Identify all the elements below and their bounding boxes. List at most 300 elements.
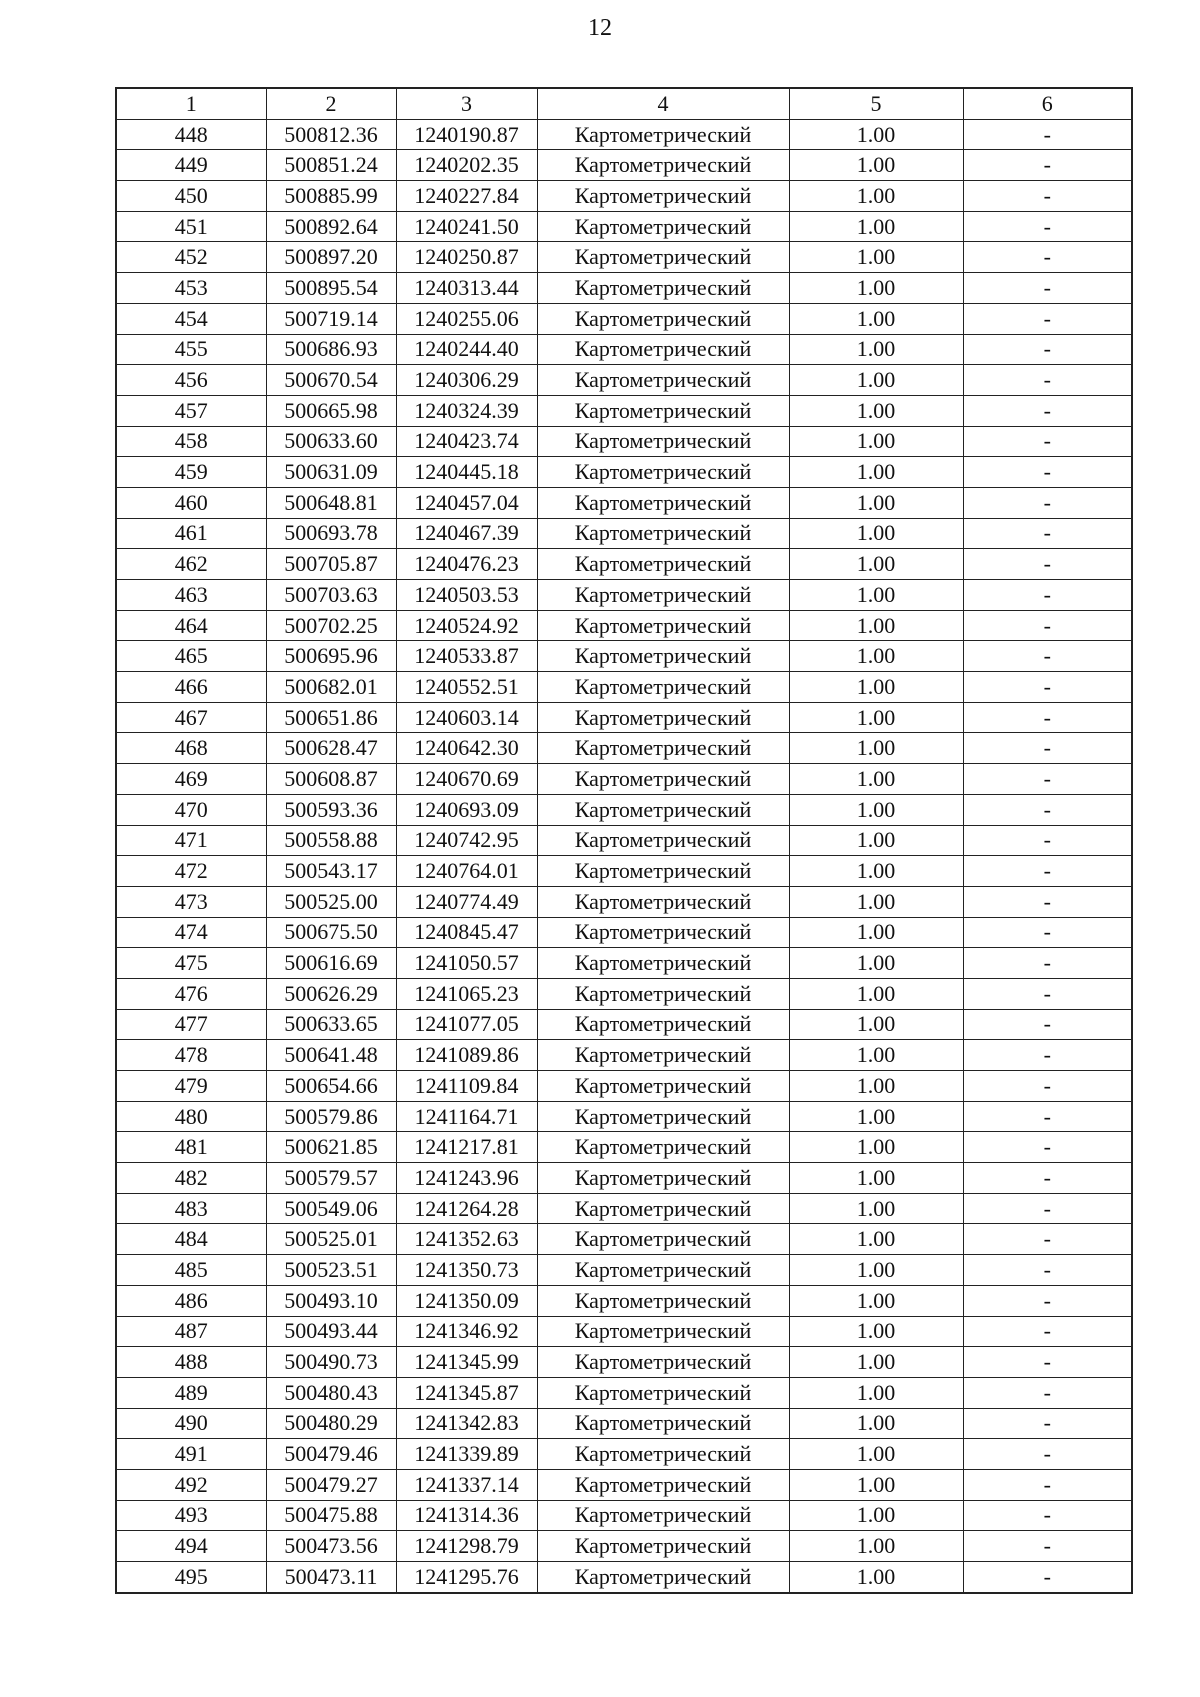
point-number-cell: 474 [116, 917, 266, 948]
note-cell: - [963, 303, 1132, 334]
note-cell: - [963, 702, 1132, 733]
method-cell: Картометрический [537, 1071, 789, 1102]
method-cell: Картометрический [537, 181, 789, 212]
y-coordinate-cell: 1240524.92 [396, 610, 537, 641]
point-number-cell: 479 [116, 1071, 266, 1102]
y-coordinate-cell: 1240467.39 [396, 518, 537, 549]
method-cell: Картометрический [537, 242, 789, 273]
table-row [116, 580, 1132, 611]
x-coordinate-cell: 500705.87 [266, 549, 396, 580]
accuracy-cell: 1.00 [789, 487, 963, 518]
point-number-cell: 460 [116, 487, 266, 518]
y-coordinate-cell: 1241337.14 [396, 1469, 537, 1500]
x-coordinate-cell: 500633.60 [266, 426, 396, 457]
method-cell: Картометрический [537, 886, 789, 917]
accuracy-cell: 1.00 [789, 273, 963, 304]
y-coordinate-cell: 1240457.04 [396, 487, 537, 518]
x-coordinate-cell: 500702.25 [266, 610, 396, 641]
table-row [116, 211, 1132, 242]
method-cell: Картометрический [537, 457, 789, 488]
x-coordinate-cell: 500480.29 [266, 1408, 396, 1439]
table-row [116, 1316, 1132, 1347]
method-cell: Картометрический [537, 1439, 789, 1470]
x-coordinate-cell: 500719.14 [266, 303, 396, 334]
y-coordinate-cell: 1241050.57 [396, 948, 537, 979]
point-number-cell: 449 [116, 150, 266, 181]
table-body [116, 119, 1132, 1593]
y-coordinate-cell: 1240190.87 [396, 119, 537, 150]
method-cell: Картометрический [537, 610, 789, 641]
accuracy-cell: 1.00 [789, 1562, 963, 1593]
note-cell: - [963, 1562, 1132, 1593]
accuracy-cell: 1.00 [789, 365, 963, 396]
x-coordinate-cell: 500493.10 [266, 1285, 396, 1316]
x-coordinate-cell: 500616.69 [266, 948, 396, 979]
column-header: 6 [963, 88, 1132, 119]
table-row [116, 518, 1132, 549]
table-row [116, 1224, 1132, 1255]
point-number-cell: 473 [116, 886, 266, 917]
x-coordinate-cell: 500490.73 [266, 1347, 396, 1378]
point-number-cell: 495 [116, 1562, 266, 1593]
note-cell: - [963, 1224, 1132, 1255]
x-coordinate-cell: 500651.86 [266, 702, 396, 733]
x-coordinate-cell: 500633.65 [266, 1009, 396, 1040]
point-number-cell: 483 [116, 1193, 266, 1224]
x-coordinate-cell: 500895.54 [266, 273, 396, 304]
x-coordinate-cell: 500579.57 [266, 1163, 396, 1194]
y-coordinate-cell: 1240255.06 [396, 303, 537, 334]
table-row [116, 1500, 1132, 1531]
accuracy-cell: 1.00 [789, 794, 963, 825]
accuracy-cell: 1.00 [789, 1347, 963, 1378]
point-number-cell: 487 [116, 1316, 266, 1347]
point-number-cell: 468 [116, 733, 266, 764]
method-cell: Картометрический [537, 1562, 789, 1593]
note-cell: - [963, 457, 1132, 488]
point-number-cell: 464 [116, 610, 266, 641]
x-coordinate-cell: 500654.66 [266, 1071, 396, 1102]
y-coordinate-cell: 1240476.23 [396, 549, 537, 580]
method-cell: Картометрический [537, 825, 789, 856]
y-coordinate-cell: 1240250.87 [396, 242, 537, 273]
accuracy-cell: 1.00 [789, 549, 963, 580]
x-coordinate-cell: 500631.09 [266, 457, 396, 488]
x-coordinate-cell: 500558.88 [266, 825, 396, 856]
method-cell: Картометрический [537, 273, 789, 304]
method-cell: Картометрический [537, 1009, 789, 1040]
note-cell: - [963, 242, 1132, 273]
note-cell: - [963, 856, 1132, 887]
table-row [116, 242, 1132, 273]
column-header: 5 [789, 88, 963, 119]
method-cell: Картометрический [537, 1163, 789, 1194]
column-header: 1 [116, 88, 266, 119]
table-row [116, 641, 1132, 672]
note-cell: - [963, 1040, 1132, 1071]
table-row [116, 119, 1132, 150]
y-coordinate-cell: 1240603.14 [396, 702, 537, 733]
y-coordinate-cell: 1240445.18 [396, 457, 537, 488]
table-row [116, 334, 1132, 365]
note-cell: - [963, 1469, 1132, 1500]
y-coordinate-cell: 1241346.92 [396, 1316, 537, 1347]
x-coordinate-cell: 500621.85 [266, 1132, 396, 1163]
point-number-cell: 458 [116, 426, 266, 457]
accuracy-cell: 1.00 [789, 1377, 963, 1408]
accuracy-cell: 1.00 [789, 119, 963, 150]
note-cell: - [963, 211, 1132, 242]
accuracy-cell: 1.00 [789, 1439, 963, 1470]
y-coordinate-cell: 1240742.95 [396, 825, 537, 856]
x-coordinate-cell: 500480.43 [266, 1377, 396, 1408]
method-cell: Картометрический [537, 948, 789, 979]
accuracy-cell: 1.00 [789, 856, 963, 887]
point-number-cell: 457 [116, 395, 266, 426]
method-cell: Картометрический [537, 794, 789, 825]
point-number-cell: 466 [116, 672, 266, 703]
method-cell: Картометрический [537, 426, 789, 457]
table-row [116, 549, 1132, 580]
y-coordinate-cell: 1240670.69 [396, 764, 537, 795]
table-row [116, 917, 1132, 948]
x-coordinate-cell: 500885.99 [266, 181, 396, 212]
table-row [116, 1255, 1132, 1286]
table-row [116, 487, 1132, 518]
accuracy-cell: 1.00 [789, 580, 963, 611]
method-cell: Картометрический [537, 1101, 789, 1132]
y-coordinate-cell: 1241295.76 [396, 1562, 537, 1593]
x-coordinate-cell: 500695.96 [266, 641, 396, 672]
note-cell: - [963, 1132, 1132, 1163]
y-coordinate-cell: 1240693.09 [396, 794, 537, 825]
y-coordinate-cell: 1241109.84 [396, 1071, 537, 1102]
table-row [116, 1469, 1132, 1500]
x-coordinate-cell: 500525.01 [266, 1224, 396, 1255]
x-coordinate-cell: 500608.87 [266, 764, 396, 795]
point-number-cell: 467 [116, 702, 266, 733]
method-cell: Картометрический [537, 1469, 789, 1500]
table-row [116, 886, 1132, 917]
point-number-cell: 476 [116, 978, 266, 1009]
y-coordinate-cell: 1240764.01 [396, 856, 537, 887]
note-cell: - [963, 672, 1132, 703]
accuracy-cell: 1.00 [789, 948, 963, 979]
point-number-cell: 482 [116, 1163, 266, 1194]
note-cell: - [963, 764, 1132, 795]
accuracy-cell: 1.00 [789, 334, 963, 365]
note-cell: - [963, 395, 1132, 426]
method-cell: Картометрический [537, 1132, 789, 1163]
table-row [116, 1009, 1132, 1040]
accuracy-cell: 1.00 [789, 1101, 963, 1132]
accuracy-cell: 1.00 [789, 1132, 963, 1163]
point-number-cell: 471 [116, 825, 266, 856]
point-number-cell: 469 [116, 764, 266, 795]
x-coordinate-cell: 500641.48 [266, 1040, 396, 1071]
x-coordinate-cell: 500543.17 [266, 856, 396, 887]
x-coordinate-cell: 500626.29 [266, 978, 396, 1009]
method-cell: Картометрический [537, 978, 789, 1009]
y-coordinate-cell: 1241350.09 [396, 1285, 537, 1316]
accuracy-cell: 1.00 [789, 211, 963, 242]
y-coordinate-cell: 1240306.29 [396, 365, 537, 396]
point-number-cell: 484 [116, 1224, 266, 1255]
note-cell: - [963, 1316, 1132, 1347]
method-cell: Картометрический [537, 1285, 789, 1316]
y-coordinate-cell: 1241089.86 [396, 1040, 537, 1071]
point-number-cell: 491 [116, 1439, 266, 1470]
point-number-cell: 455 [116, 334, 266, 365]
table-row [116, 1408, 1132, 1439]
accuracy-cell: 1.00 [789, 1224, 963, 1255]
method-cell: Картометрический [537, 1193, 789, 1224]
note-cell: - [963, 641, 1132, 672]
y-coordinate-cell: 1241342.83 [396, 1408, 537, 1439]
method-cell: Картометрический [537, 1040, 789, 1071]
point-number-cell: 486 [116, 1285, 266, 1316]
note-cell: - [963, 1500, 1132, 1531]
x-coordinate-cell: 500682.01 [266, 672, 396, 703]
column-header: 4 [537, 88, 789, 119]
y-coordinate-cell: 1241345.99 [396, 1347, 537, 1378]
accuracy-cell: 1.00 [789, 181, 963, 212]
point-number-cell: 494 [116, 1531, 266, 1562]
table-row [116, 1377, 1132, 1408]
accuracy-cell: 1.00 [789, 1316, 963, 1347]
note-cell: - [963, 886, 1132, 917]
note-cell: - [963, 1193, 1132, 1224]
note-cell: - [963, 948, 1132, 979]
table-row [116, 1193, 1132, 1224]
accuracy-cell: 1.00 [789, 764, 963, 795]
accuracy-cell: 1.00 [789, 641, 963, 672]
method-cell: Картометрический [537, 150, 789, 181]
x-coordinate-cell: 500493.44 [266, 1316, 396, 1347]
method-cell: Картометрический [537, 856, 789, 887]
accuracy-cell: 1.00 [789, 1500, 963, 1531]
y-coordinate-cell: 1241345.87 [396, 1377, 537, 1408]
accuracy-cell: 1.00 [789, 1040, 963, 1071]
method-cell: Картометрический [537, 365, 789, 396]
note-cell: - [963, 1163, 1132, 1194]
y-coordinate-cell: 1240227.84 [396, 181, 537, 212]
y-coordinate-cell: 1241264.28 [396, 1193, 537, 1224]
x-coordinate-cell: 500686.93 [266, 334, 396, 365]
x-coordinate-cell: 500670.54 [266, 365, 396, 396]
method-cell: Картометрический [537, 1531, 789, 1562]
y-coordinate-cell: 1240313.44 [396, 273, 537, 304]
table-row [116, 395, 1132, 426]
y-coordinate-cell: 1240324.39 [396, 395, 537, 426]
accuracy-cell: 1.00 [789, 457, 963, 488]
accuracy-cell: 1.00 [789, 395, 963, 426]
method-cell: Картометрический [537, 917, 789, 948]
table-row [116, 426, 1132, 457]
accuracy-cell: 1.00 [789, 886, 963, 917]
accuracy-cell: 1.00 [789, 702, 963, 733]
note-cell: - [963, 334, 1132, 365]
point-number-cell: 475 [116, 948, 266, 979]
y-coordinate-cell: 1241077.05 [396, 1009, 537, 1040]
table-row [116, 1531, 1132, 1562]
accuracy-cell: 1.00 [789, 1163, 963, 1194]
x-coordinate-cell: 500628.47 [266, 733, 396, 764]
x-coordinate-cell: 500473.56 [266, 1531, 396, 1562]
method-cell: Картометрический [537, 1316, 789, 1347]
point-number-cell: 461 [116, 518, 266, 549]
method-cell: Картометрический [537, 1347, 789, 1378]
table-row [116, 764, 1132, 795]
point-number-cell: 462 [116, 549, 266, 580]
point-number-cell: 489 [116, 1377, 266, 1408]
accuracy-cell: 1.00 [789, 1071, 963, 1102]
method-cell: Картометрический [537, 303, 789, 334]
table-row [116, 150, 1132, 181]
y-coordinate-cell: 1240774.49 [396, 886, 537, 917]
accuracy-cell: 1.00 [789, 978, 963, 1009]
method-cell: Картометрический [537, 487, 789, 518]
y-coordinate-cell: 1241339.89 [396, 1439, 537, 1470]
point-number-cell: 451 [116, 211, 266, 242]
note-cell: - [963, 580, 1132, 611]
page-number: 12 [588, 15, 612, 41]
note-cell: - [963, 917, 1132, 948]
table-row [116, 273, 1132, 304]
x-coordinate-cell: 500675.50 [266, 917, 396, 948]
method-cell: Картометрический [537, 1377, 789, 1408]
note-cell: - [963, 794, 1132, 825]
method-cell: Картометрический [537, 1408, 789, 1439]
table-row [116, 948, 1132, 979]
table-row [116, 1040, 1132, 1071]
x-coordinate-cell: 500479.27 [266, 1469, 396, 1500]
accuracy-cell: 1.00 [789, 733, 963, 764]
y-coordinate-cell: 1240202.35 [396, 150, 537, 181]
header-row [116, 88, 1132, 119]
column-header: 3 [396, 88, 537, 119]
table-row [116, 1163, 1132, 1194]
x-coordinate-cell: 500523.51 [266, 1255, 396, 1286]
note-cell: - [963, 181, 1132, 212]
table-row [116, 672, 1132, 703]
note-cell: - [963, 365, 1132, 396]
x-coordinate-cell: 500693.78 [266, 518, 396, 549]
accuracy-cell: 1.00 [789, 1285, 963, 1316]
point-number-cell: 485 [116, 1255, 266, 1286]
x-coordinate-cell: 500473.11 [266, 1562, 396, 1593]
table-row [116, 794, 1132, 825]
method-cell: Картометрический [537, 1500, 789, 1531]
accuracy-cell: 1.00 [789, 242, 963, 273]
method-cell: Картометрический [537, 1255, 789, 1286]
note-cell: - [963, 1101, 1132, 1132]
y-coordinate-cell: 1240642.30 [396, 733, 537, 764]
note-cell: - [963, 1439, 1132, 1470]
point-number-cell: 456 [116, 365, 266, 396]
x-coordinate-cell: 500579.86 [266, 1101, 396, 1132]
table-row [116, 1562, 1132, 1593]
table-row [116, 825, 1132, 856]
point-number-cell: 493 [116, 1500, 266, 1531]
x-coordinate-cell: 500475.88 [266, 1500, 396, 1531]
point-number-cell: 488 [116, 1347, 266, 1378]
note-cell: - [963, 1285, 1132, 1316]
x-coordinate-cell: 500665.98 [266, 395, 396, 426]
table-row [116, 978, 1132, 1009]
accuracy-cell: 1.00 [789, 825, 963, 856]
method-cell: Картометрический [537, 1224, 789, 1255]
point-number-cell: 480 [116, 1101, 266, 1132]
table-row [116, 1071, 1132, 1102]
accuracy-cell: 1.00 [789, 672, 963, 703]
table-row [116, 1101, 1132, 1132]
y-coordinate-cell: 1241314.36 [396, 1500, 537, 1531]
table-row [116, 1347, 1132, 1378]
x-coordinate-cell: 500812.36 [266, 119, 396, 150]
note-cell: - [963, 1009, 1132, 1040]
table-header [116, 88, 1132, 119]
point-number-cell: 472 [116, 856, 266, 887]
note-cell: - [963, 273, 1132, 304]
note-cell: - [963, 1347, 1132, 1378]
method-cell: Картометрический [537, 119, 789, 150]
table-row [116, 702, 1132, 733]
coordinates-table [115, 87, 1133, 1594]
x-coordinate-cell: 500897.20 [266, 242, 396, 273]
table-row [116, 856, 1132, 887]
accuracy-cell: 1.00 [789, 1408, 963, 1439]
method-cell: Картометрический [537, 549, 789, 580]
note-cell: - [963, 150, 1132, 181]
accuracy-cell: 1.00 [789, 1009, 963, 1040]
point-number-cell: 478 [116, 1040, 266, 1071]
note-cell: - [963, 1531, 1132, 1562]
method-cell: Картометрический [537, 702, 789, 733]
x-coordinate-cell: 500703.63 [266, 580, 396, 611]
x-coordinate-cell: 500479.46 [266, 1439, 396, 1470]
point-number-cell: 481 [116, 1132, 266, 1163]
table-row [116, 365, 1132, 396]
note-cell: - [963, 518, 1132, 549]
table-row [116, 1132, 1132, 1163]
x-coordinate-cell: 500593.36 [266, 794, 396, 825]
note-cell: - [963, 487, 1132, 518]
x-coordinate-cell: 500525.00 [266, 886, 396, 917]
point-number-cell: 454 [116, 303, 266, 334]
note-cell: - [963, 1408, 1132, 1439]
accuracy-cell: 1.00 [789, 1193, 963, 1224]
point-number-cell: 492 [116, 1469, 266, 1500]
y-coordinate-cell: 1240423.74 [396, 426, 537, 457]
y-coordinate-cell: 1241350.73 [396, 1255, 537, 1286]
table-row [116, 181, 1132, 212]
y-coordinate-cell: 1241164.71 [396, 1101, 537, 1132]
note-cell: - [963, 978, 1132, 1009]
table-row [116, 1285, 1132, 1316]
x-coordinate-cell: 500851.24 [266, 150, 396, 181]
y-coordinate-cell: 1241217.81 [396, 1132, 537, 1163]
point-number-cell: 477 [116, 1009, 266, 1040]
table-row [116, 733, 1132, 764]
point-number-cell: 450 [116, 181, 266, 212]
y-coordinate-cell: 1241298.79 [396, 1531, 537, 1562]
note-cell: - [963, 1255, 1132, 1286]
accuracy-cell: 1.00 [789, 150, 963, 181]
point-number-cell: 465 [116, 641, 266, 672]
y-coordinate-cell: 1240533.87 [396, 641, 537, 672]
accuracy-cell: 1.00 [789, 1469, 963, 1500]
